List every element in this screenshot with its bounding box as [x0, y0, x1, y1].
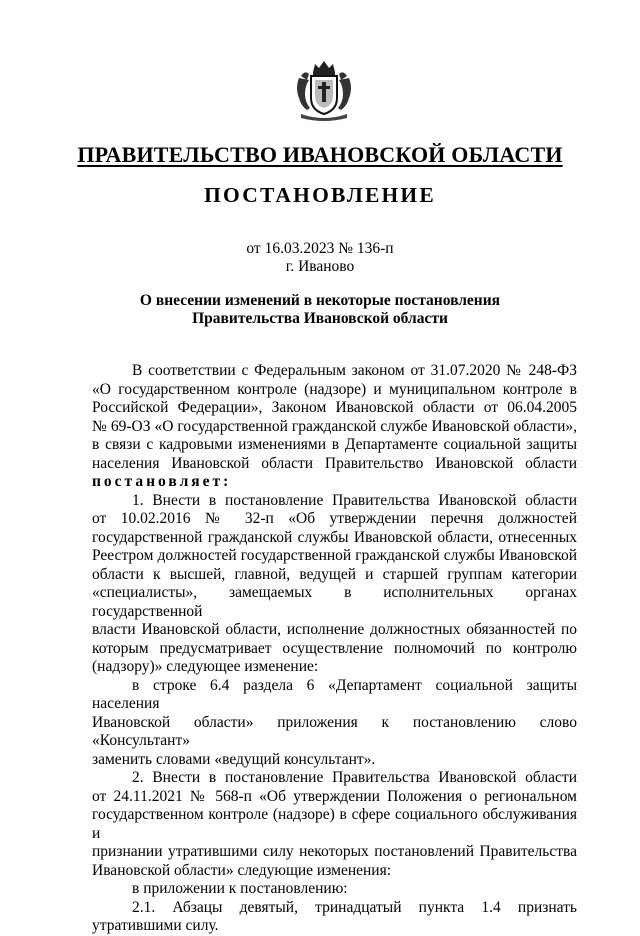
- text-line: 1. Внести в постановление Правительства Ивановской области: [132, 491, 577, 509]
- government-title: ПРАВИТЕЛЬСТВО ИВАНОВСКОЙ ОБЛАСТИ: [77, 142, 563, 167]
- text-line: в приложении к постановлению:: [132, 880, 348, 897]
- text-line: от 24.11.2021 № 568-п «Об утверждении Положения о региональном: [92, 787, 577, 805]
- coat-of-arms-icon: [291, 58, 357, 122]
- text-line: государственном контроле (надзоре) в сфере социального обслуживания и: [92, 806, 577, 842]
- text-line: населения Ивановской области Правительство Ивановской области: [92, 454, 577, 472]
- text-line: Ивановской области» приложения к постановлению слово «Консультант»: [92, 713, 577, 749]
- text-line: 2.1. Абзацы девятый, тринадцатый пункта 1.4 признать: [132, 898, 577, 916]
- text-line: Ивановской области» следующие изменения:: [92, 861, 392, 879]
- text-line: государственной гражданской службы Ивановской области, отнесенных: [92, 528, 577, 546]
- date-number: от 16.03.2023 № 136-п: [246, 240, 394, 257]
- text-line: в связи с кадровыми изменениями в Департаменте социальной защиты: [92, 436, 577, 453]
- text-line: которым предусматривает осуществление полномочий по контролю: [92, 639, 577, 657]
- text-line: Российской Федерации», Законом Ивановской области от 06.04.2005: [92, 399, 577, 416]
- text-line: (надзору)» следующее изменение:: [92, 658, 319, 675]
- text-line: области к высшей, главной, ведущей и старшей группам категории: [92, 565, 577, 583]
- item-1-paragraph: [92, 492, 577, 677]
- item-2-1-paragraph: [92, 899, 577, 936]
- text-line: Реестром должностей государственной гражданской службы Ивановской: [92, 547, 577, 564]
- text-line: «специалисты», замещаемых в исполнительных органах государственной: [92, 584, 577, 620]
- text-line: заменить словами «ведущий консультант».: [92, 750, 376, 768]
- text-line: власти Ивановской области, исполнение должностных обязанностей по: [92, 621, 577, 638]
- preamble-paragraph: [92, 362, 577, 492]
- item-2-annex-paragraph: [92, 880, 577, 899]
- resolves-word: постановляет:: [92, 473, 232, 490]
- document-body: [92, 362, 577, 936]
- text-line: В соответствии с Федеральным законом от 31.07.2020 № 248-ФЗ: [132, 362, 577, 379]
- item-1-change-paragraph: [92, 677, 577, 770]
- subject-line: О внесении изменений в некоторые постановления: [139, 292, 501, 309]
- city: г. Иваново: [285, 258, 355, 275]
- document-meta: [0, 240, 640, 276]
- text-line: «О государственном контроле (надзоре) и муниципальном контроле в: [92, 380, 577, 398]
- text-line: 2. Внести в постановление Правительства Ивановской области: [132, 769, 577, 786]
- document-subject: [0, 292, 640, 328]
- item-2-paragraph: [92, 769, 577, 880]
- document-type-heading: ПОСТАНОВЛЕНИЕ: [204, 183, 436, 207]
- text-line: № 69-ОЗ «О государственной гражданской службе Ивановской области»,: [92, 417, 577, 435]
- text-line: от 10.02.2016 № 32-п «Об утверждении перечня должностей: [92, 510, 577, 527]
- text-line: утратившими силу.: [92, 917, 219, 934]
- subject-line: Правительства Ивановской области: [192, 310, 448, 327]
- text-line: в строке 6.4 раздела 6 «Департамент социальной защиты населения: [92, 676, 577, 712]
- text-line: признании утратившими силу некоторых постановлений Правительства: [92, 843, 577, 860]
